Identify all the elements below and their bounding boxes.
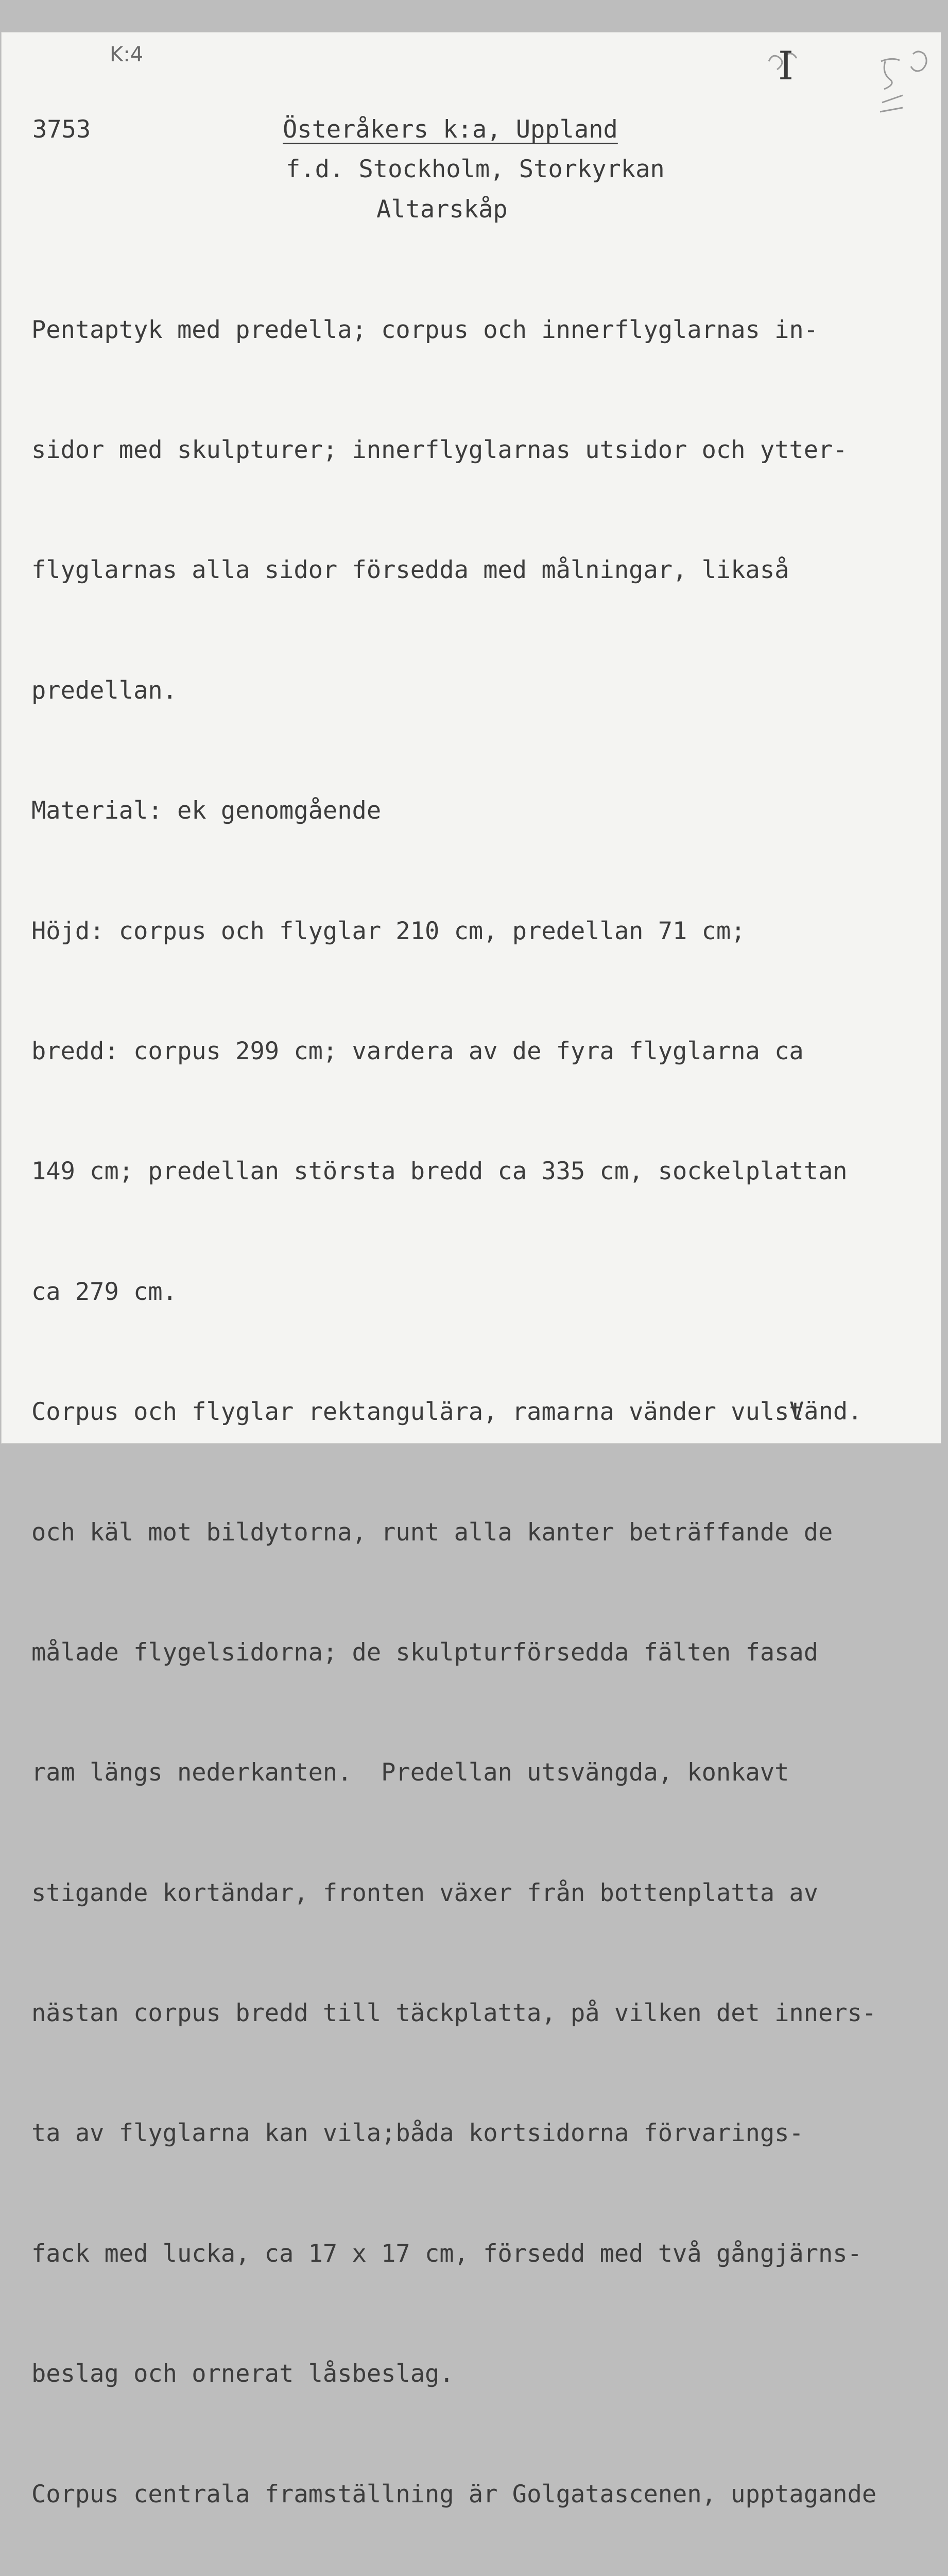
text-line: ca 279 cm. — [31, 1277, 177, 1306]
text-line: flyglarnas alla sidor försedda med målningar, likaså — [31, 556, 789, 585]
description-text — [31, 230, 876, 2576]
turn-over-note: Vänd. — [789, 1397, 863, 1426]
text-line: ta av flyglarna kan vila;båda kortsidorna förvarings- — [31, 2119, 804, 2148]
object-name: Altarskåp — [376, 195, 508, 224]
text-line: Höjd: corpus och flyglar 210 cm, predellan 71 cm; — [31, 917, 746, 945]
text-line: Corpus centrala framställning är Golgatascenen, upptagande — [31, 2480, 877, 2509]
text-line: beslag och ornerat låsbeslag. — [31, 2360, 454, 2388]
archive-card — [1, 32, 941, 2509]
text-line: 149 cm; predellan största bredd ca 335 cm, sockelplattan — [31, 1157, 848, 1186]
text-line: Pentaptyk med predella; corpus och innerflyglarnas in- — [31, 315, 819, 344]
text-line: Material: ek genomgående — [31, 796, 382, 825]
text-line: målade flygelsidorna; de skulpturförsedda fälten fasad — [31, 1638, 819, 1667]
catalog-number: 3753 — [32, 115, 91, 144]
card-title: Österåkers k:a, Uppland — [283, 115, 618, 144]
handwritten-reference: K:4 — [110, 43, 144, 66]
corner-roman-numeral: I — [778, 43, 794, 89]
text-line: nästan corpus bredd till täckplatta, på vilken det inners- — [31, 1999, 877, 2028]
text-line: ram längs nederkanten. Predellan utsvängda, konkavt — [31, 1758, 789, 1787]
text-line: bredd: corpus 299 cm; vardera av de fyra flyglarna ca — [31, 1037, 804, 1065]
text-line: och käl mot bildytorna, runt alla kanter beträffande de — [31, 1518, 833, 1547]
text-line: stigande kortändar, fronten växer från bottenplatta av — [31, 1878, 819, 1907]
text-line: predellan. — [31, 676, 177, 705]
card-subtitle: f.d. Stockholm, Storkyrkan — [286, 155, 665, 183]
text-line: fack med lucka, ca 17 x 17 cm, försedd med två gångjärns- — [31, 2239, 862, 2268]
text-line: Corpus och flyglar rektangulära, ramarna vänder vulst — [31, 1398, 804, 1427]
text-line: sidor med skulpturer; innerflyglarnas utsidor och ytter- — [31, 435, 848, 464]
